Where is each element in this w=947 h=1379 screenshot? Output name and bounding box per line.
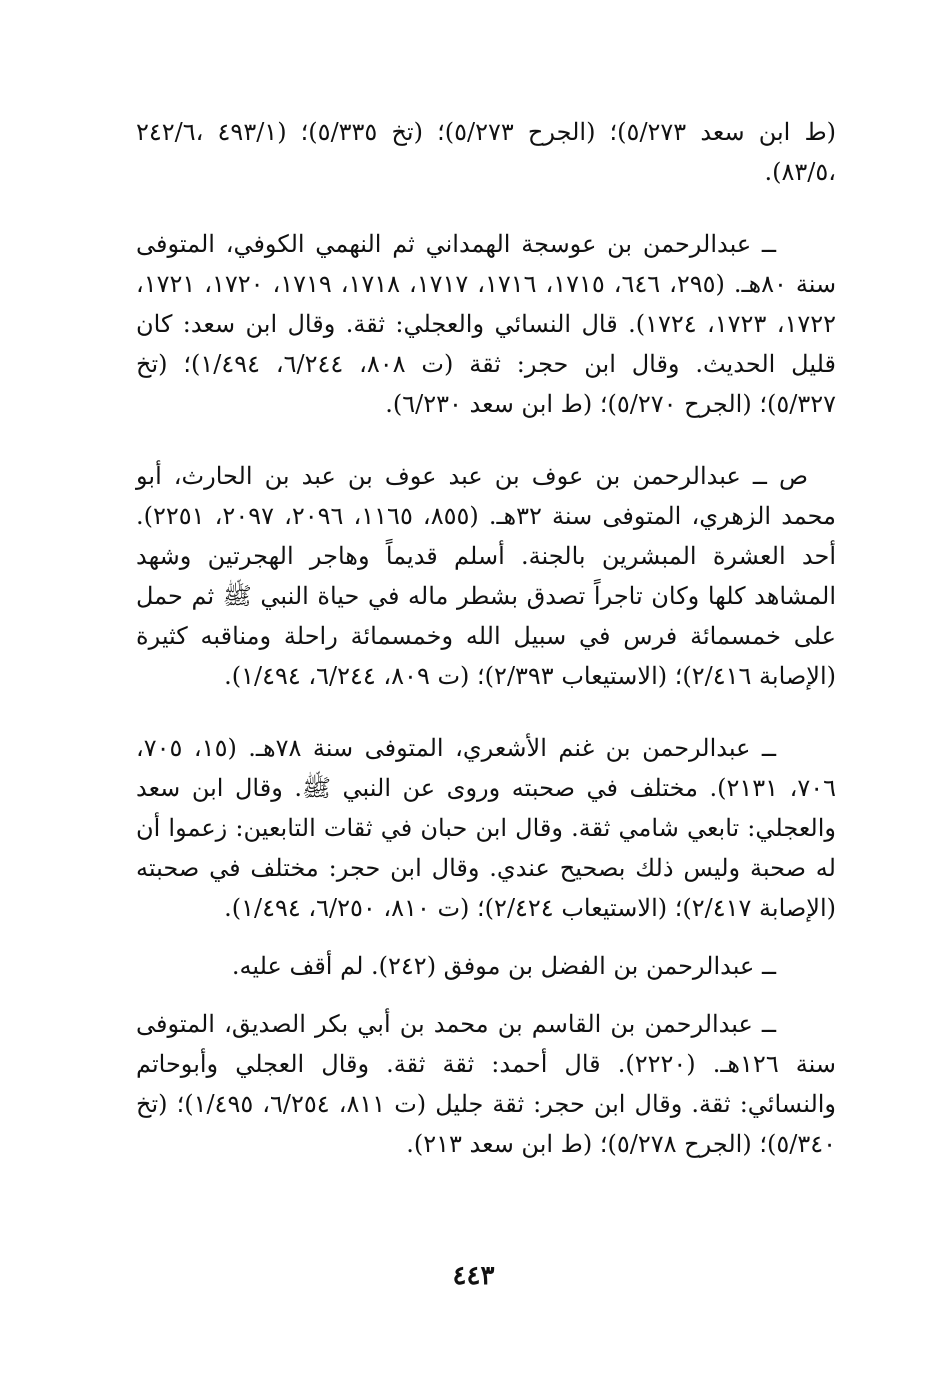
entry-abdulrahman-bin-ghanm: ــ عبدالرحمن بن غنم الأشعري، المتوفى سنة ٧٨هـ. (١٥، ٧٠٥، ٧٠٦، ٢١٣١). مختلف في صحبته وروى عن النبي ﷺ. وقال ابن سعد والعجلي: تابعي شامي ثقة. وقال ابن حبان في ثقات التابعين: زعموا أن له صحبة وليس ذلك بصحيح عندي. وقال ابن حجر: مختلف في صحبته (الإصابة ٢/٤١٧)؛ (الاستيعاب ٢/٤٢٤)؛ (ت ٨١٠، ٦/٢٥٠، ١/٤٩٤). <box>136 734 837 922</box>
entry-continuation: (ط ابن سعد ٥/٢٧٣)؛ (الجرح ٥/٢٧٣)؛ (تخ ٥/٣٣٥)؛ (٤٩٣/١ ،٢٤٢/٦ ،٨٣/٥). <box>136 118 837 186</box>
entry-abdulrahman-bin-awsaja: ــ عبدالرحمن بن عوسجة الهمداني ثم النهمي الكوفي، المتوفى سنة ٨٠هـ. (٢٩٥، ٦٤٦، ١٧١٥، ١٧١٦، ١٧١٧، ١٧١٨، ١٧١٩، ١٧٢٠، ١٧٢١، ١٧٢٢، ١٧٢٣، ١٧٢٤). قال النسائي والعجلي: ثقة. وقال ابن سعد: كان قليل الحديث. وقال ابن حجر: ثقة (ت ٨٠٨، ٦/٢٤٤، ١/٤٩٤)؛ (تخ ٥/٣٢٧)؛ (الجرح ٥/٢٧٠)؛ (ط ابن سعد ٦/٢٣٠). <box>136 230 837 418</box>
page-number: ٤٤٣ <box>452 1261 495 1291</box>
entry-abdulrahman-bin-awf: ص ــ عبدالرحمن بن عوف بن عبد عوف بن عبد بن الحارث، أبو محمد الزهري، المتوفى سنة ٣٢هـ. (٨٥٥، ١١٦٥، ٢٠٩٦، ٢٠٩٧، ٢٢٥١). أحد العشرة المبشرين بالجنة. أسلم قديماً وهاجر الهجرتين وشهد المشاهد كلها وكان تاجراً تصدق بشطر ماله في حياة النبي ﷺ ثم حمل على خمسمائة فرس في سبيل الله وخمسمائة راحلة ومناقبه كثيرة (الإصابة ٢/٤١٦)؛ (الاستيعاب ٢/٣٩٣)؛ (ت ٨٠٩، ٦/٢٤٤، ١/٤٩٤). <box>136 462 837 690</box>
page-body <box>136 112 836 1164</box>
entry-abdulrahman-bin-alfadl: ــ عبدالرحمن بن الفضل بن موفق (٢٤٢). لم أقف عليه. <box>231 952 776 980</box>
entry-abdulrahman-bin-alqasim: ــ عبدالرحمن بن القاسم بن محمد بن أبي بكر الصديق، المتوفى سنة ١٢٦هـ. (٢٢٢٠). قال أحمد: ثقة ثقة. وقال العجلي وأبوحاتم والنسائي: ثقة. وقال ابن حجر: ثقة جليل (ت ٨١١، ٦/٢٥٤، ١/٤٩٥)؛ (تخ ٥/٣٤٠)؛ (الجرح ٥/٢٧٨)؛ (ط ابن سعد ٢١٣). <box>136 1010 837 1158</box>
